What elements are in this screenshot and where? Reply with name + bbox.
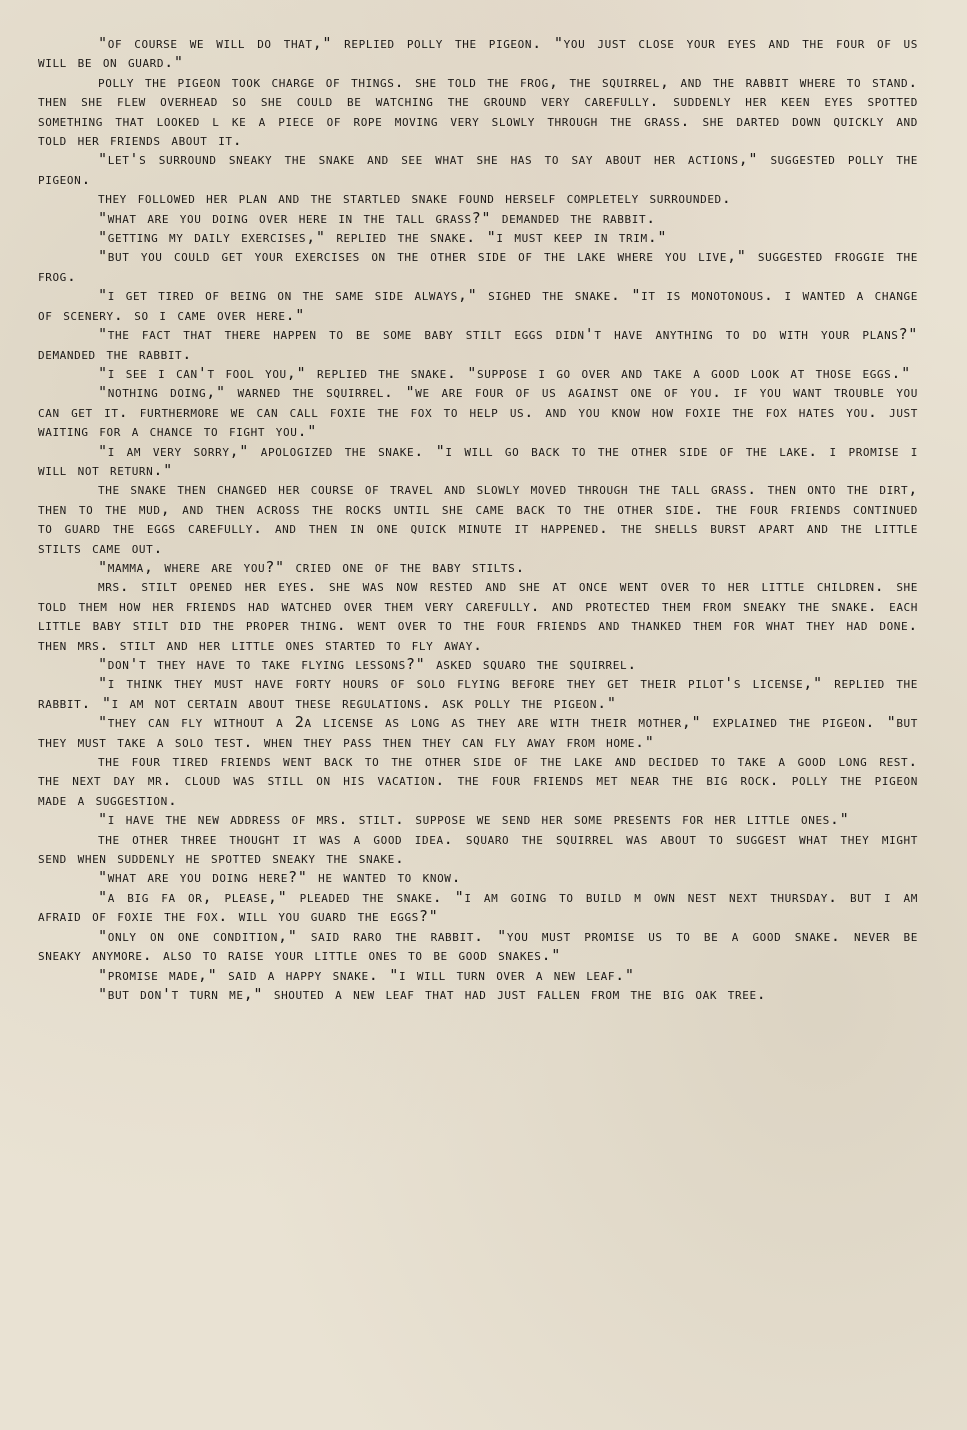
paragraph: "i am very sorry," apologized the snake. "i will go back to the other side of the lake. i promise i will not return." [38,441,918,479]
paragraph: "a big fa or, please," pleaded the snake. "i am going to build m own nest next thursday. but i am afraid of foxie the fox. will you guard the eggs?" [38,887,918,926]
paragraph: "promise made," said a happy snake. "i will turn over a new leaf." [98,965,635,984]
paragraph: "i have the new address of mrs. stilt. suppose we send her some presents for her little ones." [98,810,850,829]
paragraph: "but you could get your exercises on the other side of the lake where you live," suggested froggie the frog. [38,247,918,285]
paragraph: the four tired friends went back to the other side of the lake and decided to take a good long rest. the next day mr. cloud was still on his vacation. the four friends met near the big rock. polly the pigeon made a suggestion. [38,752,918,809]
paragraph: "only on one condition," said raro the rabbit. "you must promise us to be a good snake. never be sneaky anymore. also to raise your little ones to be good snakes." [38,926,918,965]
paragraph: "but don't turn me," shouted a new leaf that had just fallen from the big oak tree. [98,984,767,1003]
paragraph: "don't they have to take flying lessons?" asked squaro the squirrel. [98,655,637,673]
paragraph: "the fact that there happen to be some baby stilt eggs didn't have anything to do with your plans?" demanded the rabbit. [38,325,918,363]
paragraph: "mamma, where are you?" cried one of the baby stilts. [98,557,526,576]
paragraph: "of course we will do that," replied polly the pigeon. "you just close your eyes and the four of us will be on guard." [38,34,918,72]
paragraph: "i see i can't fool you," replied the snake. "suppose i go over and take a good look at those eggs." [98,363,911,382]
paragraph: they followed her plan and the startled snake found herself completely surrounded. [98,189,732,208]
paragraph: "getting my daily exercises," replied the snake. "i must keep in trim." [98,228,668,247]
story-page [38,34,918,1404]
paragraph: "they can fly without a 2a license as long as they are with their mother," explained the pigeon. "but they must take a solo test. when they pass then they can fly away from home." [38,713,918,751]
paragraph: the snake then changed her course of travel and slowly moved through the tall grass. then onto the dirt, then to the mud, and then across the rocks until she came back to the other side. the four friends continued to guard the eggs carefully. and then in one quick minute it happened. the shells burst apart and the little stilts came out. [38,480,918,557]
paragraph: polly the pigeon took charge of things. she told the frog, the squirrel, and the rabbit where to stand. then she flew overhead so she could be watching the ground very carefully. suddenly her keen eyes spotted something that looked l ke a piece of rope moving very slowly through the grass. she darted down quickly and told her friends about it. [38,72,918,150]
paragraph: "what are you doing here?" he wanted to know. [98,868,462,887]
paragraph: "what are you doing over here in the tall grass?" demanded the rabbit. [98,208,656,227]
paragraph: the other three thought it was a good idea. squaro the squirrel was about to suggest what they might send when suddenly he spotted sneaky the snake. [38,829,918,868]
paragraph: "i think they must have forty hours of solo flying before they get their pilot's license," replied the rabbit. "i am not certain about these regulations. ask polly the pigeon." [38,674,918,712]
paragraph: "i get tired of being on the same side always," sighed the snake. "it is monotonous. i wanted a change of scenery. so i came over here." [38,286,918,324]
paragraph: mrs. stilt opened her eyes. she was now rested and she at once went over to her little children. she told them how her friends had watched over them very carefully. and protected them from sneaky the snake. each little baby stilt did the proper thing. went over to the four friends and thanked them for what they had done. then mrs. stilt and her little ones started to fly away. [38,577,918,654]
paragraph: "nothing doing," warned the squirrel. "we are four of us against one of you. if you want trouble you can get it. furthermore we can call foxie the fox to help us. and you know how foxie the fox hates you. just waiting for a chance to fight you." [38,383,918,441]
paragraph: "let's surround sneaky the snake and see what she has to say about her actions," suggested polly the pigeon. [38,150,918,188]
